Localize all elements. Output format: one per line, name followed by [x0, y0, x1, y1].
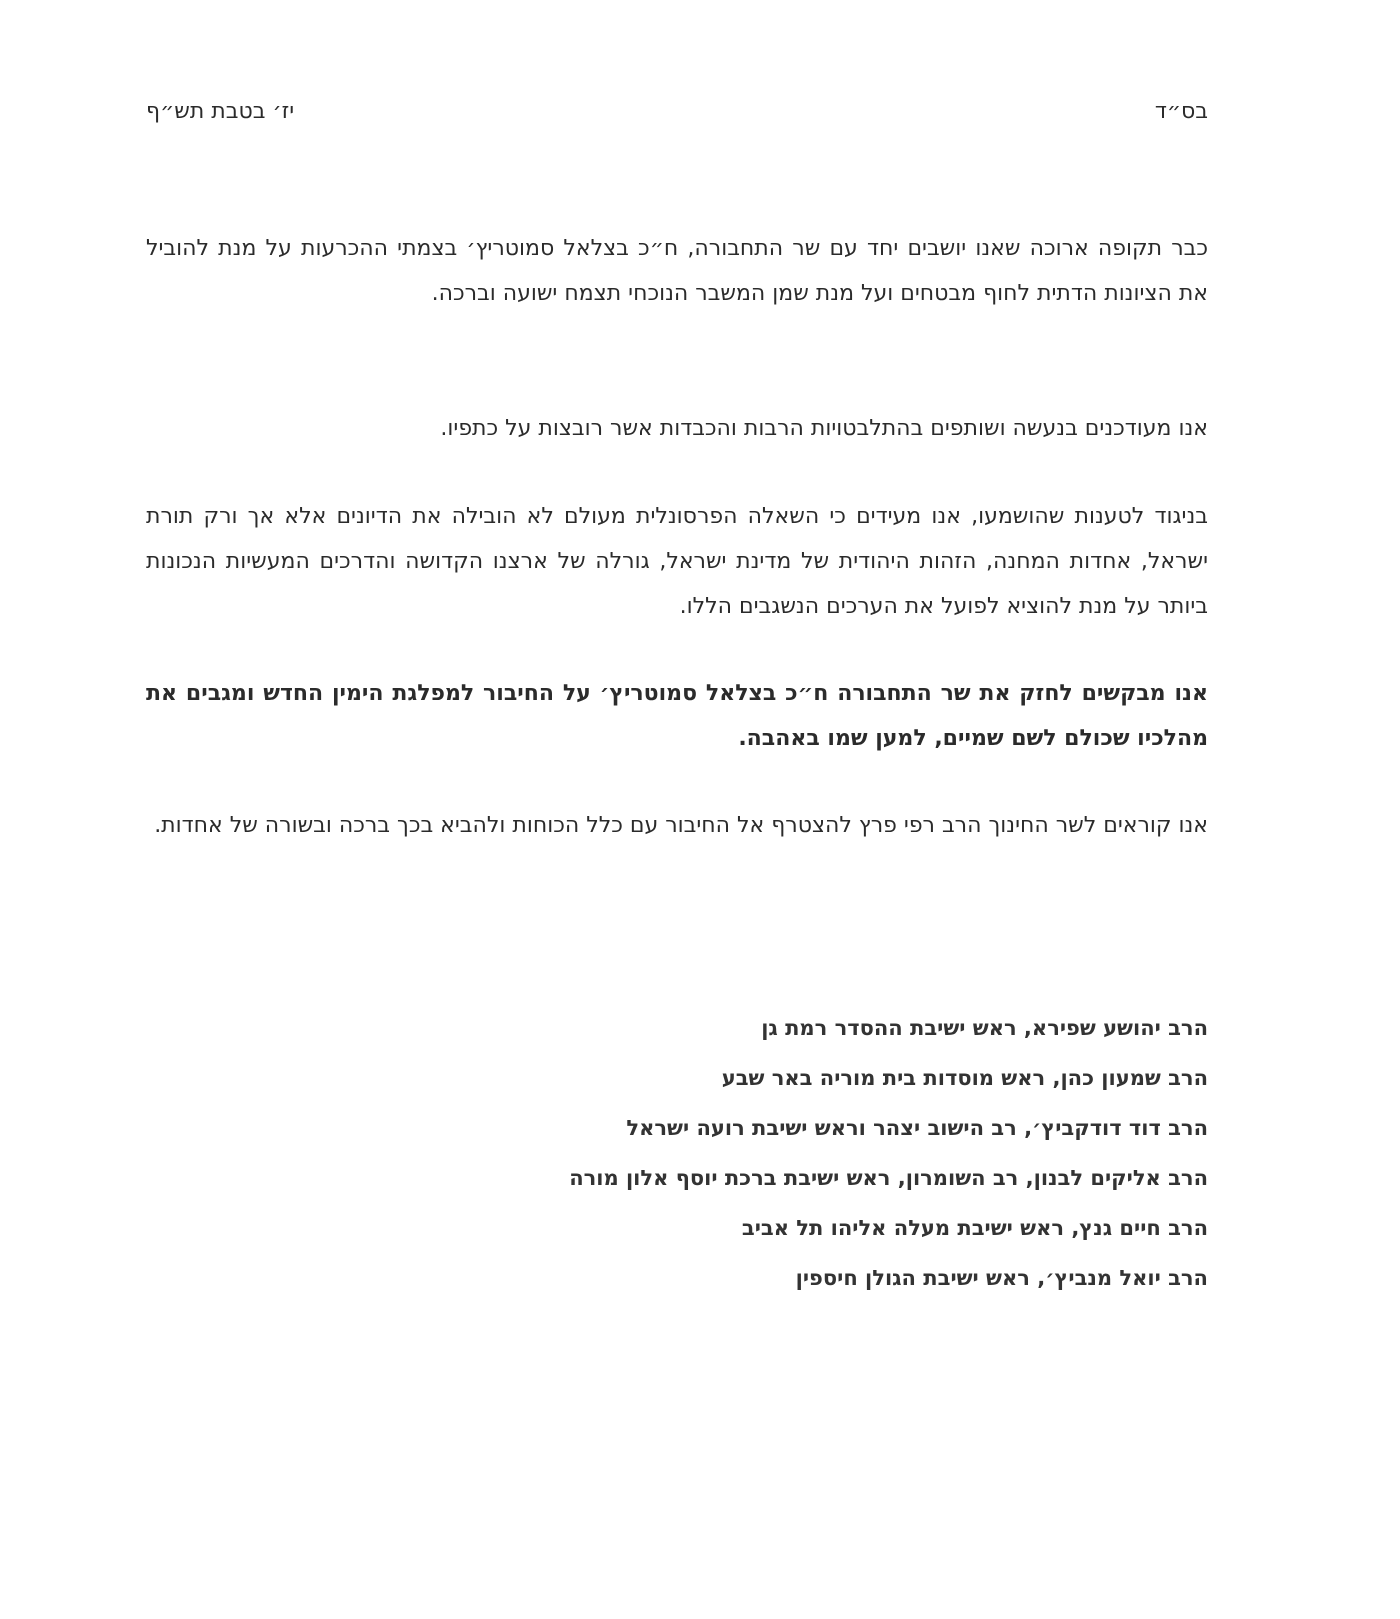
signatures-list: [146, 1003, 1208, 1303]
letter-header: [146, 97, 1208, 127]
signature-line: הרב חיים גנץ, ראש ישיבת מעלה אליהו תל אביב: [741, 1216, 1208, 1240]
paragraph-intro: כבר תקופה ארוכה שאנו יושבים יחד עם שר התחבורה, ח״כ בצלאל סמוטריץ׳ בצמתי ההכרעות על מנת להוביל את הציונות הדתית לחוף מבטחים ועל מנת שמן המשבר הנוכחי תצמח ישועה וברכה.: [146, 236, 1208, 306]
paragraph-updated: אנו מעודכנים בנעשה ושותפים בהתלבטויות הרבות והכבדות אשר רובצות על כתפיו.: [440, 416, 1208, 441]
signature-line: הרב יהושע שפירא, ראש ישיבת ההסדר רמת גן: [761, 1016, 1208, 1040]
signature-line: הרב אליקים לבנון, רב השומרון, ראש ישיבת ברכת יוסף אלון מורה: [569, 1166, 1208, 1190]
paragraph-call: אנו קוראים לשר החינוך הרב רפי פרץ להצטרף אל החיבור עם כלל הכוחות ולהביא בכך ברכה ובשורה של אחדות.: [154, 813, 1208, 838]
paragraph-claims: בניגוד לטענות שהושמעו, אנו מעידים כי השאלה הפרסונלית מעולם לא הובילה את הדיונים אלא אך ורק תורת ישראל, אחדות המחנה, הזהות היהודית של מדינת ישראל, גורלה של ארצנו הקדושה והדרכים המעשיות הנכונות ביותר על מנת להוציא לפועל את הערכים הנשגבים הללו.: [146, 504, 1208, 619]
letter-date: יז׳ בטבת תש״ף: [146, 99, 295, 124]
signature-line: הרב דוד דודקביץ׳, רב הישוב יצהר וראש ישיבת רועה ישראל: [626, 1116, 1208, 1140]
paragraph-support-bold: אנו מבקשים לחזק את שר התחבורה ח״כ בצלאל סמוטריץ׳ על החיבור למפלגת הימין החדש ומגבים את מהלכיו שכולם לשם שמיים, למען שמו באהבה.: [146, 681, 1208, 751]
signature-line: הרב יואל מנביץ׳, ראש ישיבת הגולן חיספין: [795, 1266, 1208, 1290]
signature-line: הרב שמעון כהן, ראש מוסדות בית מוריה באר שבע: [721, 1066, 1208, 1090]
bsd-mark: בס״ד: [1154, 99, 1208, 124]
